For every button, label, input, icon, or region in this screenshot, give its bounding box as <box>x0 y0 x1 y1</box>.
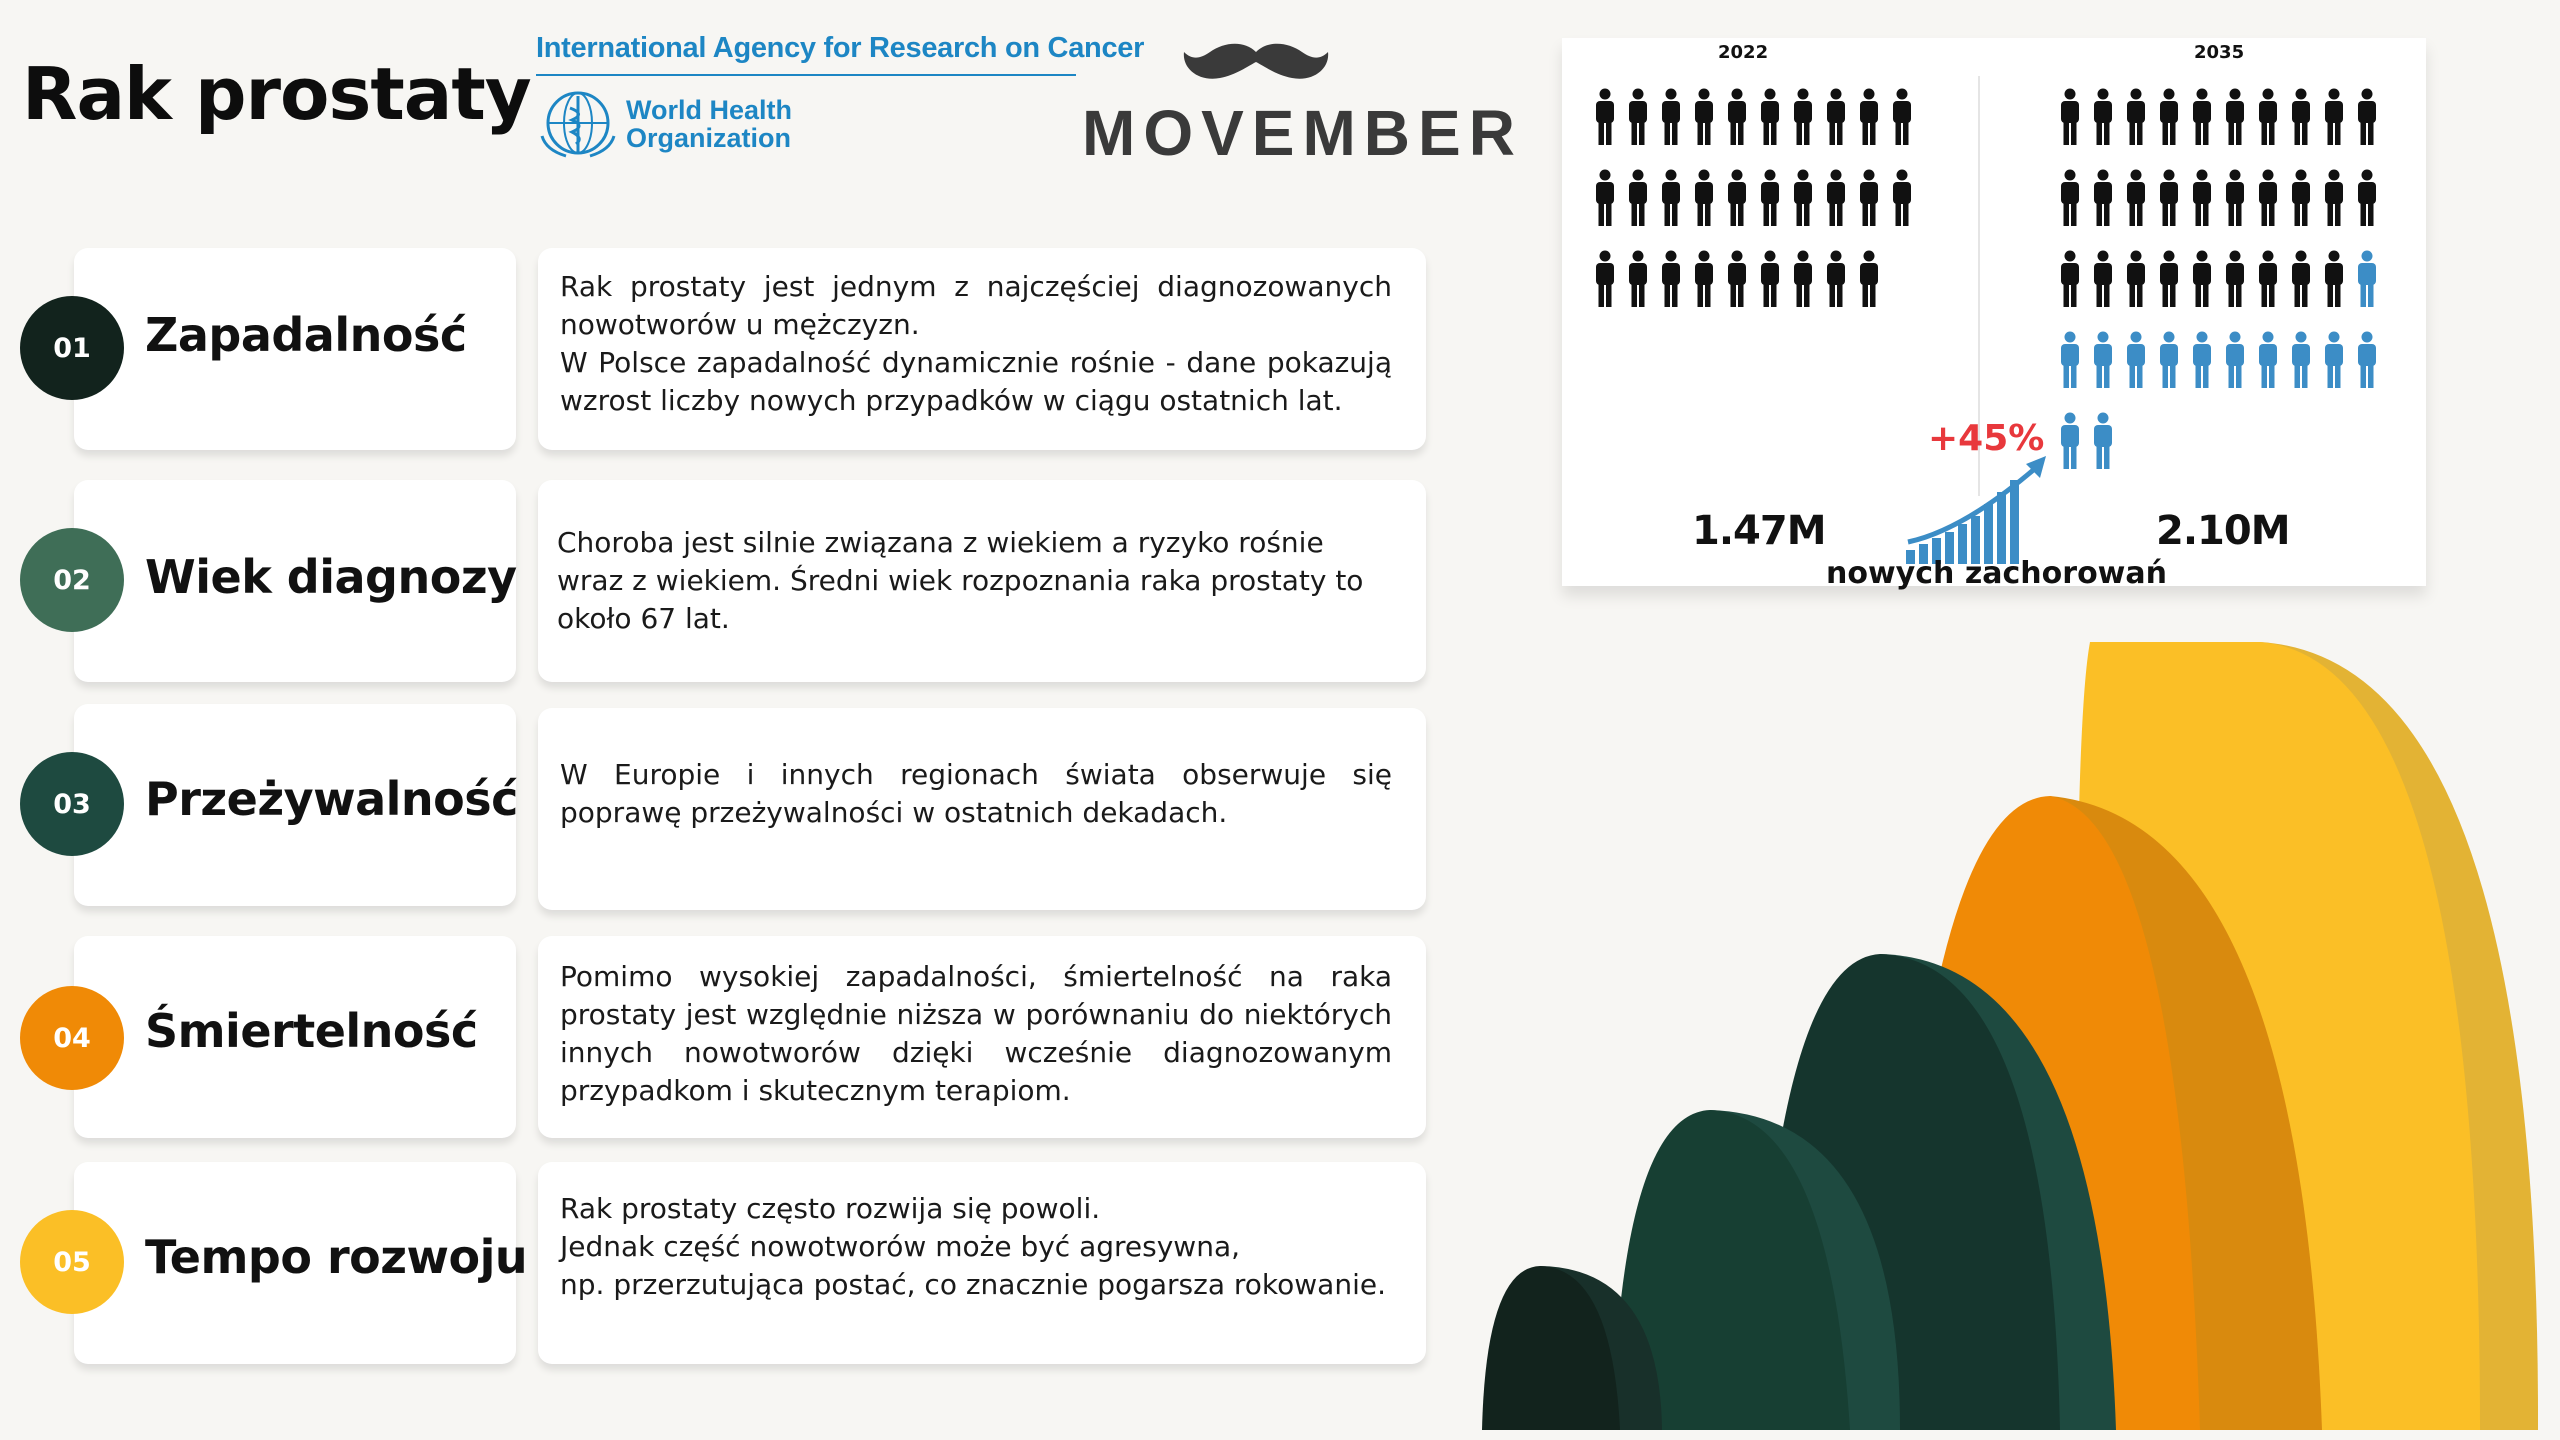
person-icon <box>1627 250 1649 308</box>
person-icon <box>1825 88 1847 146</box>
item-number-badge-5: 05 <box>20 1210 124 1314</box>
item-label-5: Tempo rozwoju <box>145 1230 528 1284</box>
person-icon <box>1660 250 1682 308</box>
person-icon <box>1726 88 1748 146</box>
person-icon <box>2191 88 2213 146</box>
person-icon <box>2092 412 2114 470</box>
person-icon <box>2059 169 2081 227</box>
year-right-label: 2035 <box>2194 42 2245 63</box>
item-description-5-p2: Jednak część nowotworów może być agresywna, <box>560 1230 1241 1263</box>
movember-logo-text: MOVEMBER <box>1082 97 1523 169</box>
person-icon <box>2356 88 2378 146</box>
person-icon <box>2356 250 2378 308</box>
iarc-logo-text: International Agency for Research on Cancer <box>536 32 1145 64</box>
decorative-arches <box>1480 630 2544 1430</box>
person-icon <box>2257 250 2279 308</box>
person-icon <box>2125 331 2147 389</box>
person-icon <box>1627 169 1649 227</box>
item-number-badge-4: 04 <box>20 986 124 1090</box>
person-icon <box>1792 250 1814 308</box>
person-icon <box>2323 250 2345 308</box>
person-icon <box>2191 250 2213 308</box>
item-description-1 <box>560 268 1392 420</box>
person-icon <box>2125 88 2147 146</box>
person-icon <box>2158 88 2180 146</box>
person-icon <box>2092 250 2114 308</box>
item-description-4: Pomimo wysokiej zapadalności, śmiertelność na raka prostaty jest względnie niższa w porównaniu do niektórych innych nowotworów dzięki wcześnie diagnozowanym przypadkom i skutecznym terapiom. <box>560 960 1392 1107</box>
item-description-3: W Europie i innych regionach świata obserwuje się poprawę przeżywalności w ostatnich dekadach. <box>560 758 1392 829</box>
item-description-5-p1: Rak prostaty często rozwija się powoli. <box>560 1192 1101 1225</box>
person-icon <box>2290 88 2312 146</box>
person-icon <box>1825 250 1847 308</box>
item-number-badge-3: 03 <box>20 752 124 856</box>
person-icon <box>1693 250 1715 308</box>
person-icon <box>2158 331 2180 389</box>
person-icon <box>1759 88 1781 146</box>
person-icon <box>2224 331 2246 389</box>
person-icon <box>1627 88 1649 146</box>
person-icon <box>1792 169 1814 227</box>
stats-caption: nowych zachorowań <box>1826 556 2168 591</box>
person-icon <box>1660 169 1682 227</box>
person-icon <box>1693 169 1715 227</box>
item-description-2: Choroba jest silnie związana z wiekiem a ryzyko rośnie wraz z wiekiem. Średni wiek rozpoznania raka prostaty to około 67 lat. <box>557 526 1364 635</box>
who-logo-text <box>626 96 792 152</box>
person-icon <box>2290 250 2312 308</box>
item-description-5-p3: np. przerzutująca postać, co znacznie pogarsza rokowanie. <box>560 1268 1386 1301</box>
person-icon <box>1759 169 1781 227</box>
person-icon <box>2356 331 2378 389</box>
growth-bar-chart-icon <box>1904 446 2064 566</box>
item-description-5 <box>560 1190 1392 1304</box>
person-icon <box>2224 88 2246 146</box>
person-icon <box>2059 250 2081 308</box>
person-icon <box>2158 250 2180 308</box>
iarc-underline <box>536 74 1076 76</box>
person-icon <box>2125 169 2147 227</box>
person-icon <box>2191 169 2213 227</box>
item-label-1: Zapadalność <box>145 308 467 362</box>
person-icon <box>1594 88 1616 146</box>
item-label-4: Śmiertelność <box>145 1004 478 1058</box>
person-icon <box>1594 250 1616 308</box>
person-icon <box>1792 88 1814 146</box>
item-label-3: Przeżywalność <box>145 772 518 826</box>
person-icon <box>2059 88 2081 146</box>
person-icon <box>2257 169 2279 227</box>
who-emblem-icon <box>536 86 620 160</box>
who-line-1: World Health <box>626 95 793 125</box>
person-icon <box>2125 250 2147 308</box>
person-icon <box>2092 88 2114 146</box>
item-label-2: Wiek diagnozy <box>145 550 517 604</box>
item-number-badge-2: 02 <box>20 528 124 632</box>
page-title: Rak prostaty <box>22 52 531 136</box>
stat-value-2035: 2.10M <box>2156 508 2290 554</box>
person-icon <box>2092 169 2114 227</box>
person-icon <box>1858 88 1880 146</box>
item-description-1-p2: W Polsce zapadalność dynamicznie rośnie - dane pokazują wzrost liczby nowych przypadków w ciągu ostatnich lat. <box>560 346 1392 417</box>
item-description-1-p1: Rak prostaty jest jednym z najczęściej diagnozowanych nowotworów u mężczyzn. <box>560 270 1392 341</box>
moustache-icon <box>1180 38 1332 84</box>
person-icon <box>1726 250 1748 308</box>
item-number-badge-1: 01 <box>20 296 124 400</box>
person-icon <box>2257 331 2279 389</box>
person-icon <box>2323 169 2345 227</box>
year-left-label: 2022 <box>1718 42 1769 63</box>
who-line-2: Organization <box>626 123 792 153</box>
person-icon <box>2158 169 2180 227</box>
person-icon <box>1693 88 1715 146</box>
person-icon <box>1825 169 1847 227</box>
person-icon <box>2323 331 2345 389</box>
person-icon <box>1594 169 1616 227</box>
person-icon <box>2224 250 2246 308</box>
increase-percentage: +45% <box>1928 418 2045 459</box>
person-icon <box>2290 169 2312 227</box>
person-icon <box>1660 88 1682 146</box>
person-icon <box>1891 88 1913 146</box>
person-icon <box>2191 331 2213 389</box>
person-icon <box>2059 331 2081 389</box>
person-icon <box>1858 250 1880 308</box>
person-icon <box>2323 88 2345 146</box>
person-icon <box>1858 169 1880 227</box>
person-icon <box>2224 169 2246 227</box>
person-icon <box>1759 250 1781 308</box>
stat-value-2022: 1.47M <box>1692 508 1826 554</box>
person-icon <box>1726 169 1748 227</box>
person-icon <box>2092 331 2114 389</box>
person-icon <box>1891 169 1913 227</box>
person-icon <box>2290 331 2312 389</box>
person-icon <box>2356 169 2378 227</box>
person-icon <box>2257 88 2279 146</box>
